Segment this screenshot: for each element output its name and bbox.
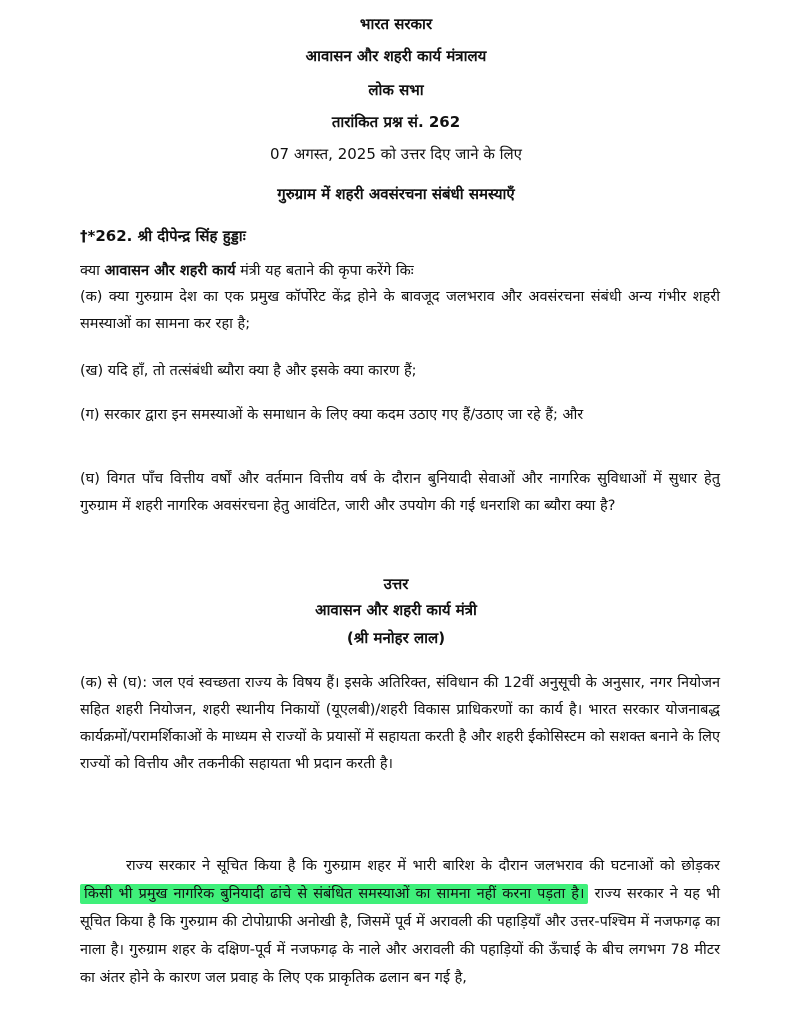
question-part-k: (क) क्या गुरुग्राम देश का एक प्रमुख कॉर्पोरेट केंद्र होने के बावजूद जलभराव और अवसंरचना संबंधी अन्य गंभीर शहरी समस्याओं का सामना कर रहा है; <box>80 289 720 332</box>
header-question-number: तारांकित प्रश्न सं. 262 <box>331 113 461 131</box>
header-ministry: आवासन और शहरी कार्य मंत्रालय <box>305 47 487 65</box>
highlighted-text: किसी भी प्रमुख नागरिक बुनियादी ढांचे से संबंधित समस्याओं का सामना नहीं करना पड़ता है। <box>80 884 588 904</box>
para2-text-start: राज्य सरकार ने सूचित किया है कि गुरुग्राम शहर में भारी बारिश के दौरान जलभराव की घटनाओं को छोड़कर <box>126 858 720 874</box>
question-part-g: (ग) सरकार द्वारा इन समस्याओं के समाधान के लिए क्या कदम उठाए गए हैं/उठाए जा रहे हैं; और <box>80 407 584 423</box>
intro-ministry: आवासन और शहरी कार्य <box>104 263 236 279</box>
intro-suffix: मंत्री यह बताने की कृपा करेंगे किः <box>235 263 414 279</box>
answer-paragraph-1: (क) से (घ): जल एवं स्वच्छता राज्य के विषय हैं। इसके अतिरिक्त, संविधान की 12वीं अनुसूची के अनुसार, नगर नियोजन सहित शहरी नियोजन, शहरी स्थानीय निकायों (यूएलबी)/शहरी विकास प्राधिकरणों का कार्य है। भारत सरकार योजनाबद्ध कार्यक्रमों/परामर्शिकाओं के माध्यम से राज्यों के प्रयासों में सहायता करती है और शहरी ईकोसिस्टम को सशक्त बनाने के लिए राज्यों को वित्तीय और तकनीकी सहायता भी प्रदान करती है। <box>80 675 720 772</box>
answer-minister-title: आवासन और शहरी कार्य मंत्री <box>315 601 477 619</box>
intro-prefix: क्या <box>80 263 105 279</box>
question-part-kh: (ख) यदि हाँ, तो तत्संबंधी ब्यौरा क्या है और इसके क्या कारण हैं; <box>80 363 417 379</box>
answer-paragraph-2 <box>80 852 720 992</box>
question-member: †*262. श्री दीपेन्द्र सिंह हुड्डाः <box>80 227 246 245</box>
question-part-gh: (घ) विगत पाँच वित्तीय वर्षों और वर्तमान वित्तीय वर्ष के दौरान बुनियादी सेवाओं और नागरिक सुविधाओं में सुधार हेतु गुरुग्राम में शहरी नागरिक अवसंरचना हेतु आवंटित, जारी और उपयोग की गई धनराशि का ब्यौरा क्या है? <box>80 471 720 514</box>
header-government: भारत सरकार <box>359 15 433 33</box>
question-intro <box>80 258 720 285</box>
para2-text-end: राज्य सरकार ने यह भी सूचित किया है कि गुरुग्राम की टोपोग्राफी अनोखी है, जिसमें पूर्व में अरावली की पहाड़ियाँ और उत्तर-पश्चिम में नजफगढ़ का नाला है। गुरुग्राम शहर के दक्षिण-पूर्व में नजफगढ़ के नाले और अरावली की पहाड़ियों की ऊँचाई के बीच लगभग 78 मीटर का अंतर होने के कारण जल प्रवाह के लिए एक प्राकृतिक ढलान बन गई है, <box>80 886 720 986</box>
header-house: लोक सभा <box>368 81 424 99</box>
question-subject: गुरुग्राम में शहरी अवसंरचना संबंधी समस्याएँ <box>277 185 515 203</box>
answer-minister-name: (श्री मनोहर लाल) <box>346 629 446 647</box>
answer-title: उत्तर <box>383 575 409 593</box>
header-answer-date: 07 अगस्त, 2025 को उत्तर दिए जाने के लिए <box>270 145 522 163</box>
